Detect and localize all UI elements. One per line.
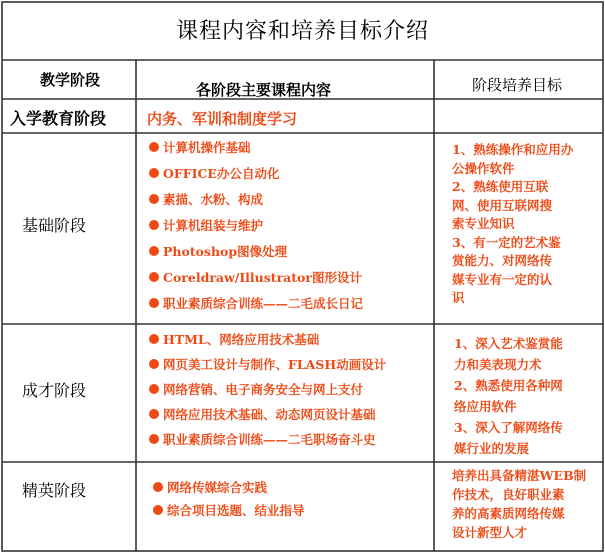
- goal-line: 2、熟悉使用各种网: [454, 378, 563, 393]
- goal-line: 3、有一定的艺术鉴: [452, 234, 561, 250]
- bullet-dot-icon: [153, 505, 163, 515]
- list-item: 网页美工设计与制作、FLASH动画设计: [149, 357, 386, 372]
- goal-line: 识: [452, 290, 465, 305]
- bullet-dot-icon: [149, 168, 159, 178]
- basic-content-list: [149, 140, 363, 311]
- list-item: Photoshop图像处理: [149, 244, 363, 259]
- talent-content-list: [149, 332, 386, 447]
- goal-line: 作技术，良好职业素: [452, 487, 565, 502]
- stage-label-intro: 入学教育阶段: [10, 109, 107, 128]
- list-item: 综合项目选题、结业指导: [153, 503, 305, 518]
- header-content: 各阶段主要课程内容: [196, 81, 332, 99]
- goal-line: 3、深入了解网络传: [454, 420, 563, 435]
- list-item: HTML、网络应用技术基础: [149, 332, 386, 347]
- bullet-dot-icon: [149, 220, 159, 230]
- goal-line: 网、使用互联网搜: [452, 197, 553, 213]
- goal-line: 培养出具备精湛WEB制: [452, 468, 587, 483]
- bullet-dot-icon: [153, 482, 163, 492]
- list-item: 职业素质综合训练——二毛成长日记: [149, 296, 363, 311]
- goal-line: 公操作软件: [452, 160, 515, 176]
- bullet-dot-icon: [149, 409, 159, 419]
- list-item: 网络传媒综合实践: [153, 480, 305, 495]
- goal-line: 络应用软件: [454, 399, 517, 414]
- elite-content-list: [153, 480, 305, 518]
- list-item: OFFICE办公自动化: [149, 166, 363, 181]
- talent-goals: [454, 333, 563, 459]
- intro-content: 内务、军训和制度学习: [147, 110, 298, 128]
- stage-label-talent: 成才阶段: [22, 381, 87, 400]
- goal-line: 2、熟练使用互联: [452, 179, 549, 194]
- list-item: 职业素质综合训练——二毛职场奋斗史: [149, 432, 386, 447]
- stage-label-elite: 精英阶段: [22, 481, 87, 500]
- list-item: Coreldraw/Illustrator图形设计: [149, 270, 363, 285]
- goal-line: 媒行业的发展: [454, 441, 530, 456]
- bullet-dot-icon: [149, 298, 159, 308]
- list-item: 计算机操作基础: [149, 140, 363, 155]
- basic-goals: [452, 141, 573, 308]
- bullet-dot-icon: [149, 142, 159, 152]
- elite-goals: [452, 466, 586, 542]
- list-item: 网络营销、电子商务安全与网上支付: [149, 382, 386, 397]
- stage-label-basic: 基础阶段: [22, 216, 87, 235]
- goal-line: 索专业知识: [452, 216, 515, 231]
- goal-line: 1、深入艺术鉴赏能: [454, 336, 563, 351]
- bullet-dot-icon: [149, 246, 159, 256]
- bullet-dot-icon: [149, 194, 159, 204]
- bullet-dot-icon: [149, 434, 159, 444]
- header-goal: 阶段培养目标: [472, 76, 563, 94]
- bullet-dot-icon: [149, 359, 159, 369]
- goal-line: 赏能力、对网络传: [452, 253, 553, 268]
- list-item: 计算机组装与维护: [149, 218, 363, 233]
- list-item: 网络应用技术基础、动态网页设计基础: [149, 407, 386, 422]
- page-title: 课程内容和培养目标介绍: [175, 19, 429, 44]
- bullet-dot-icon: [149, 334, 159, 344]
- goal-line: 1、熟练操作和应用办: [452, 142, 574, 157]
- goal-line: 养的高素质网络传媒: [452, 506, 565, 521]
- goal-line: 媒专业有一定的认: [452, 271, 553, 287]
- header-stage: 教学阶段: [40, 71, 101, 89]
- bullet-dot-icon: [149, 384, 159, 394]
- list-item: 素描、水粉、构成: [149, 192, 363, 207]
- bullet-dot-icon: [149, 272, 159, 282]
- goal-line: 力和美表现力术: [454, 357, 542, 372]
- goal-line: 设计新型人才: [452, 525, 528, 540]
